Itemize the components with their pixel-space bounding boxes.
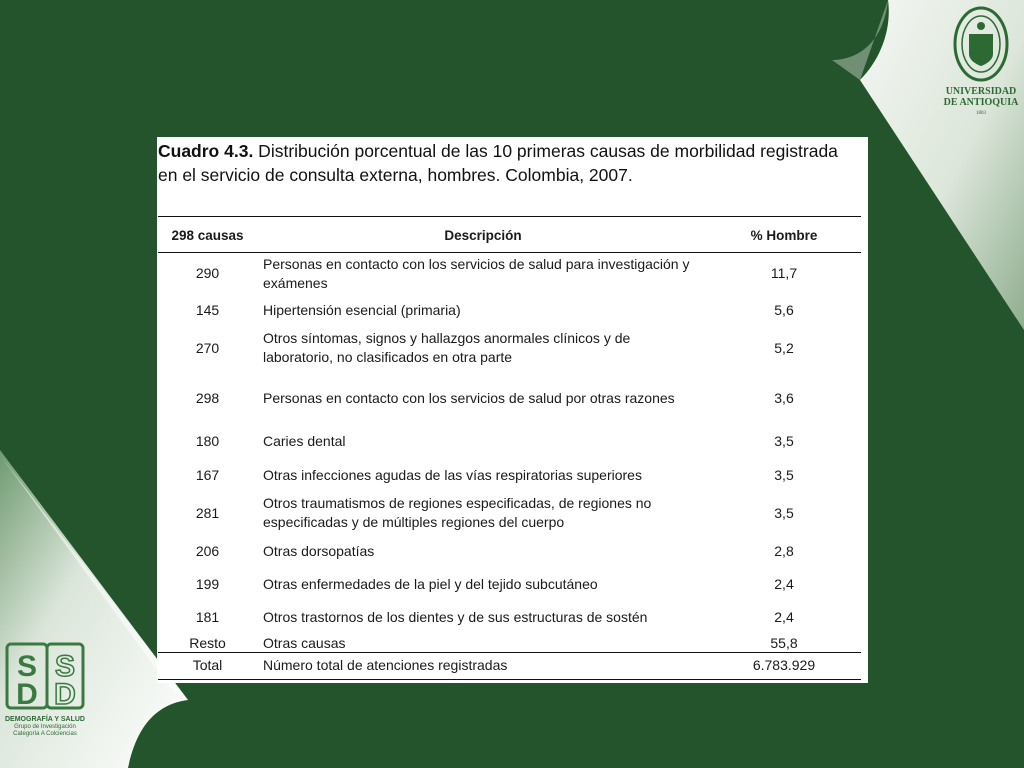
group-category: Categoría A Colciencias: [13, 731, 77, 737]
header-bottom-rule: [158, 252, 861, 253]
table-card: [157, 137, 868, 683]
cause-description: Otras infecciones agudas de las vías respiratorias superiores: [263, 467, 642, 483]
svg-text:S: S: [54, 650, 76, 683]
cause-code: Resto: [189, 635, 226, 651]
cause-code: 181: [195, 609, 220, 625]
cause-description: Personas en contacto con los servicios de salud para investigación y exámenes: [263, 256, 690, 291]
header-percent: % Hombre: [750, 228, 818, 243]
cause-code: 145: [195, 302, 220, 318]
svg-text:D: D: [54, 678, 76, 711]
total-value: 6.783.929: [752, 657, 816, 673]
cause-description: Otros síntomas, signos y hallazgos anormales clínicos y de laboratorio, no clasificados en otra parte: [263, 330, 631, 365]
percent-value: 2,8: [774, 543, 794, 559]
percent-value: 3,5: [774, 467, 794, 483]
cause-description: Personas en contacto con los servicios de salud por otras razones: [263, 390, 675, 406]
svg-text:S: S: [16, 650, 38, 683]
percent-value: 3,6: [774, 390, 794, 406]
percent-value: 2,4: [774, 576, 794, 592]
percent-value: 2,4: [774, 609, 794, 625]
group-subtitle: Grupo de Investigación: [14, 724, 76, 730]
header-top-rule: [158, 216, 861, 217]
university-seal-icon: [951, 4, 1011, 84]
cause-code: 206: [195, 543, 220, 559]
percent-value: 55,8: [770, 635, 798, 651]
cause-code: 298: [195, 390, 220, 406]
percent-value: 5,6: [774, 302, 794, 318]
cause-code: 180: [195, 433, 220, 449]
table-caption: [158, 139, 862, 187]
total-label: Total: [192, 657, 223, 673]
cause-description: Otros traumatismos de regiones especificadas, de regiones no especificadas y de múltiples regiones del cuerpo: [263, 495, 652, 530]
university-year: 1803: [976, 111, 986, 116]
cause-description: Otras enfermedades de la piel y del tejido subcutáneo: [263, 576, 598, 592]
sd-logo-icon: [4, 640, 86, 712]
university-name: UNIVERSIDAD DE ANTIOQUIA: [943, 86, 1019, 108]
table-bottom-rule: [158, 679, 861, 680]
cause-description: Otras dorsopatías: [263, 543, 375, 559]
header-causes: 298 causas: [171, 228, 244, 243]
cause-description: Otras causas: [263, 635, 346, 651]
group-name: DEMOGRAFÍA Y SALUD: [5, 716, 85, 723]
cause-code: 290: [195, 265, 220, 281]
header-description: Descripción: [444, 228, 522, 243]
cause-code: 199: [195, 576, 220, 592]
total-description: Número total de atenciones registradas: [263, 657, 508, 673]
university-logo: [938, 4, 1024, 124]
cause-code: 281: [195, 505, 220, 521]
cause-code: 167: [195, 467, 220, 483]
total-top-rule: [158, 652, 861, 653]
cause-description: Caries dental: [263, 433, 346, 449]
percent-value: 3,5: [774, 433, 794, 449]
caption-text: Distribución porcentual de las 10 primeras causas de morbilidad registrada en el servicio de consulta externa, hombres. Colombia, 2007.: [158, 141, 838, 185]
percent-value: 3,5: [774, 505, 794, 521]
caption-label: Cuadro 4.3.: [158, 141, 254, 161]
svg-text:D: D: [16, 678, 38, 711]
cause-description: Hipertensión esencial (primaria): [263, 302, 461, 318]
cause-code: 270: [195, 340, 220, 356]
cause-description: Otros trastornos de los dientes y de sus estructuras de sostén: [263, 609, 648, 625]
percent-value: 5,2: [774, 340, 794, 356]
group-logo: [2, 640, 88, 768]
percent-value: 11,7: [770, 265, 798, 281]
